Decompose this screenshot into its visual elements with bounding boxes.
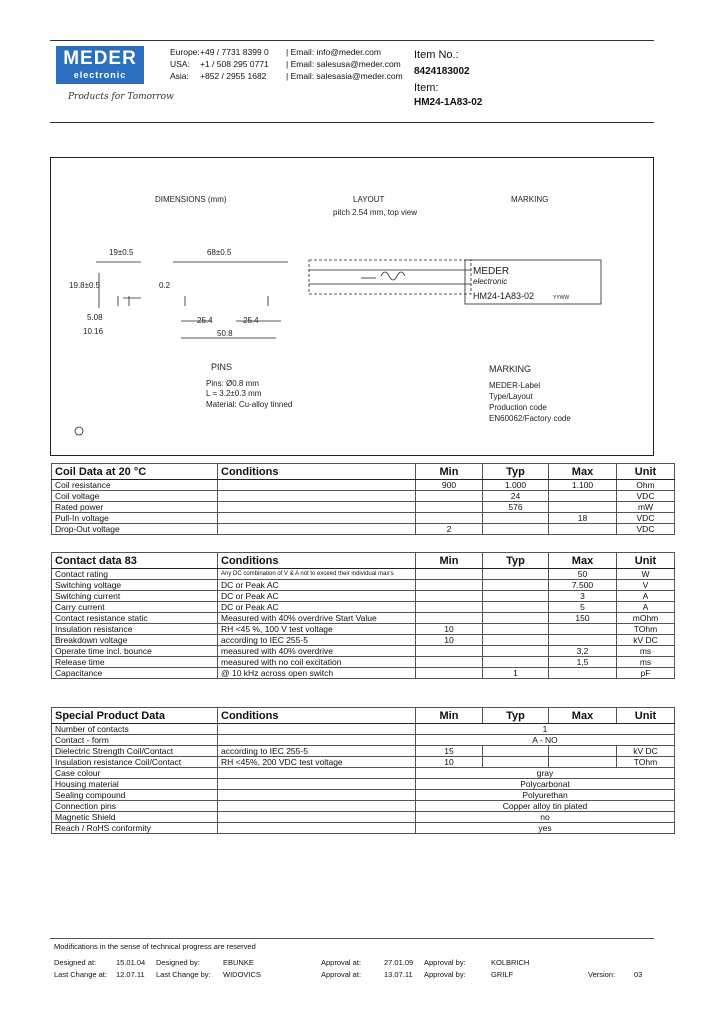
email-europe[interactable]: | Email: info@meder.com (286, 47, 381, 57)
table-cell: 1.000 (483, 480, 549, 491)
table-cell (416, 580, 483, 591)
table-cell: Carry current (52, 602, 218, 613)
table-cell: 2 (416, 524, 483, 535)
table-cell: 15 (416, 746, 483, 757)
dim-254a: 25.4 (197, 316, 213, 325)
marking-title: MARKING (511, 195, 549, 204)
last-change-by: WIDOVICS (223, 970, 261, 979)
table-cell: kV DC (617, 635, 675, 646)
table-row (52, 635, 675, 646)
logo-line1: MEDER (63, 48, 137, 69)
table-cell (416, 569, 483, 580)
table-cell: A (617, 591, 675, 602)
table-cell (549, 502, 617, 513)
dim-02: 0.2 (159, 281, 171, 290)
header-cell: Typ (483, 708, 549, 724)
table-cell (218, 480, 416, 491)
header-cell: Conditions (218, 553, 416, 569)
table-row (52, 580, 675, 591)
approval2-at: 13.07.11 (384, 970, 413, 979)
last-change-by-label: Last Change by: (156, 970, 211, 979)
table-row (52, 624, 675, 635)
header-cell: Typ (483, 464, 549, 480)
table-cell (483, 513, 549, 524)
table-row (52, 491, 675, 502)
approval2-by-label: Approval by: (424, 970, 466, 979)
table-cell (483, 591, 549, 602)
table-cell (549, 746, 617, 757)
table-cell: 1.100 (549, 480, 617, 491)
approval-by: KOLBRICH (491, 958, 530, 967)
marking-line-2: Type/Layout (489, 392, 533, 401)
dim-19: 19±0.5 (109, 248, 134, 257)
table-cell: Coil resistance (52, 480, 218, 491)
table-cell (218, 823, 416, 834)
table-cell (416, 602, 483, 613)
technical-drawing (50, 157, 654, 456)
special-product-table (51, 707, 675, 834)
table-cell: Measured with 40% overdrive Start Value (218, 613, 416, 624)
region-asia: Asia: (170, 71, 189, 81)
table-cell (416, 502, 483, 513)
label-small: YYWW (553, 295, 570, 301)
table-row (52, 790, 675, 801)
table-cell: Switching current (52, 591, 218, 602)
table-cell: Release time (52, 657, 218, 668)
table-cell: mW (617, 502, 675, 513)
layout-title: LAYOUT (353, 195, 385, 204)
header-cell: Contact data 83 (52, 553, 218, 569)
table-cell (483, 646, 549, 657)
dim-198: 19.8±0.5 (69, 281, 101, 290)
label-meder: MEDER (473, 266, 510, 277)
table-cell: according to IEC 255-5 (218, 746, 416, 757)
table-cell: 3 (549, 591, 617, 602)
table-cell (416, 491, 483, 502)
table-cell: Magnetic Shield (52, 812, 218, 823)
header-cell: Conditions (218, 708, 416, 724)
table-cell: according to IEC 255-5 (218, 635, 416, 646)
table-cell (218, 790, 416, 801)
header-cell: Max (549, 464, 617, 480)
pins-title: PINS (211, 362, 233, 372)
table-row (52, 768, 675, 779)
table-cell: RH <45%, 200 VDC test voltage (218, 757, 416, 768)
item-no-label: Item No.: (414, 49, 459, 61)
header-cell: Typ (483, 553, 549, 569)
table-cell (218, 724, 416, 735)
table-cell: 150 (549, 613, 617, 624)
email-usa[interactable]: | Email: salesusa@meder.com (286, 59, 401, 69)
table-cell: VDC (617, 491, 675, 502)
table-cell: 900 (416, 480, 483, 491)
label-electronic: electronic (473, 277, 508, 286)
table-cell (218, 801, 416, 812)
header-bottom-rule (50, 122, 654, 123)
table-cell (549, 757, 617, 768)
designed-at: 15.01.04 (116, 958, 146, 967)
pins-line-1: Pins: Ø0.8 mm (206, 379, 259, 388)
table-cell: ms (617, 646, 675, 657)
table-cell (416, 657, 483, 668)
table-cell: 10 (416, 624, 483, 635)
table-cell: measured with no coil excitation (218, 657, 416, 668)
table-cell: Any DC combination of V & A not to exceed their individual max's (218, 569, 416, 580)
table-cell (549, 668, 617, 679)
table-cell: Sealing compound (52, 790, 218, 801)
header-cell: Min (416, 464, 483, 480)
designed-by: EBUNKE (223, 958, 254, 967)
version: 03 (634, 970, 643, 979)
table-cell: VDC (617, 524, 675, 535)
table-cell: Ohm (617, 480, 675, 491)
dim-1016: 10.16 (83, 327, 104, 336)
table-cell (549, 635, 617, 646)
table-cell (549, 624, 617, 635)
table-row (52, 812, 675, 823)
table-cell (218, 502, 416, 513)
table-row (52, 823, 675, 834)
table-cell (483, 757, 549, 768)
pins-line-2: L = 3.2±0.3 mm (206, 389, 262, 398)
approval-by-label: Approval by: (424, 958, 466, 967)
table-row (52, 502, 675, 513)
item-no-value: 8424183002 (414, 66, 470, 77)
table-cell: 10 (416, 635, 483, 646)
table-cell: Breakdown voltage (52, 635, 218, 646)
table-cell: mOhm (617, 613, 675, 624)
table-row (52, 591, 675, 602)
table-cell: TOhm (617, 624, 675, 635)
table-row (52, 613, 675, 624)
table-cell: Copper alloy tin plated (416, 801, 675, 812)
table-cell (218, 735, 416, 746)
label-item: HM24-1A83-02 (473, 291, 535, 301)
marking-line-3: Production code (489, 403, 547, 412)
table-cell (483, 746, 549, 757)
table-cell: RH <45 %, 100 V test voltage (218, 624, 416, 635)
phone-usa: +1 / 508 295 0771 (200, 59, 269, 69)
contact-emails (286, 46, 403, 82)
table-cell: Dielectric Strength Coil/Contact (52, 746, 218, 757)
last-change-at-label: Last Change at: (54, 970, 107, 979)
header-cell: Special Product Data (52, 708, 218, 724)
region-usa: USA: (170, 59, 190, 69)
table-cell: measured with 40% overdrive (218, 646, 416, 657)
table-cell: Contact rating (52, 569, 218, 580)
footer-rule (50, 938, 654, 939)
table-cell: 7.500 (549, 580, 617, 591)
table-cell: A - NO (416, 735, 675, 746)
table-cell (549, 491, 617, 502)
table-row (52, 602, 675, 613)
table-cell: Pull-In voltage (52, 513, 218, 524)
dim-508: 5.08 (87, 313, 103, 322)
table-cell: Coil voltage (52, 491, 218, 502)
phone-asia: +852 / 2955 1682 (200, 71, 267, 81)
table-row (52, 801, 675, 812)
header-cell: Max (549, 553, 617, 569)
last-change-at: 12.07.11 (116, 970, 145, 979)
table-cell (483, 635, 549, 646)
dim-50: 50.8 (217, 329, 233, 338)
table-cell (483, 657, 549, 668)
table-cell: Switching voltage (52, 580, 218, 591)
table-cell: Operate time incl. bounce (52, 646, 218, 657)
table-cell: V (617, 580, 675, 591)
header-top-rule (50, 40, 654, 41)
dim-68: 68±0.5 (207, 248, 232, 257)
table-cell: Case colour (52, 768, 218, 779)
table-cell: Insulation resistance Coil/Contact (52, 757, 218, 768)
table-cell (483, 613, 549, 624)
table-cell: Capacitance (52, 668, 218, 679)
table-row (52, 480, 675, 491)
table-cell (483, 580, 549, 591)
table-cell: 1,5 (549, 657, 617, 668)
coil-data-table (51, 463, 675, 535)
table-cell (416, 668, 483, 679)
table-cell (218, 779, 416, 790)
table-cell: ms (617, 657, 675, 668)
marking-line-1: MEDER-Label (489, 381, 541, 390)
header-cell: Max (549, 708, 617, 724)
approval2-at-label: Approval at: (321, 970, 362, 979)
table-cell: @ 10 kHz across open switch (218, 668, 416, 679)
header-cell: Conditions (218, 464, 416, 480)
table-row (52, 757, 675, 768)
dim-254b: 25.4 (243, 316, 259, 325)
table-cell: Polyurethan (416, 790, 675, 801)
table-row (52, 657, 675, 668)
table-cell (416, 646, 483, 657)
table-cell: DC or Peak AC (218, 602, 416, 613)
marking2-title: MARKING (489, 364, 532, 374)
table-cell: TOhm (617, 757, 675, 768)
table-cell (218, 768, 416, 779)
table-row (52, 524, 675, 535)
contact-data-table (51, 552, 675, 679)
table-header-row (52, 464, 675, 480)
item-value: HM24-1A83-02 (414, 97, 483, 108)
table-cell: 576 (483, 502, 549, 513)
header-cell: Unit (617, 553, 675, 569)
table-row (52, 646, 675, 657)
table-header-row (52, 708, 675, 724)
table-row (52, 724, 675, 735)
region-europe: Europe: (170, 47, 200, 57)
table-cell (483, 624, 549, 635)
approval-at: 27.01.09 (384, 958, 414, 967)
table-cell: Contact - form (52, 735, 218, 746)
header-cell: Coil Data at 20 °C (52, 464, 218, 480)
table-row (52, 735, 675, 746)
layout-sub: pitch 2.54 mm, top view (333, 208, 418, 217)
table-cell: W (617, 569, 675, 580)
table-cell: Connection pins (52, 801, 218, 812)
header-cell: Unit (617, 464, 675, 480)
table-cell: Reach / RoHS conformity (52, 823, 218, 834)
table-cell (218, 524, 416, 535)
pins-line-3: Material: Cu-alloy tinned (206, 400, 293, 409)
logo-line2: electronic (73, 70, 127, 80)
table-cell: 5 (549, 602, 617, 613)
table-cell: A (617, 602, 675, 613)
table-cell (218, 513, 416, 524)
table-cell: Number of contacts (52, 724, 218, 735)
table-cell: 1 (416, 724, 675, 735)
table-header-row (52, 553, 675, 569)
ground-symbol (75, 427, 83, 435)
contact-phones (200, 46, 269, 82)
table-cell (549, 524, 617, 535)
table-cell: kV DC (617, 746, 675, 757)
table-cell: Polycarbonat (416, 779, 675, 790)
table-cell (483, 524, 549, 535)
coil-symbol (381, 272, 405, 280)
table-cell: 10 (416, 757, 483, 768)
header-cell: Min (416, 708, 483, 724)
dimensions-title: DIMENSIONS (mm) (155, 195, 227, 204)
table-cell: 1 (483, 668, 549, 679)
table-row (52, 779, 675, 790)
table-cell: DC or Peak AC (218, 591, 416, 602)
table-cell (218, 812, 416, 823)
table-cell (483, 602, 549, 613)
table-cell (483, 569, 549, 580)
table-cell: no (416, 812, 675, 823)
drawing-svg (51, 158, 653, 455)
table-cell: yes (416, 823, 675, 834)
phone-europe: +49 / 7731 8399 0 (200, 47, 269, 57)
table-cell (416, 513, 483, 524)
table-cell: 18 (549, 513, 617, 524)
email-asia[interactable]: | Email: salesasia@meder.com (286, 71, 403, 81)
approval-at-label: Approval at: (321, 958, 362, 967)
table-cell: VDC (617, 513, 675, 524)
table-row (52, 668, 675, 679)
table-cell: Rated power (52, 502, 218, 513)
table-cell: Contact resistance static (52, 613, 218, 624)
marking-line-4: EN60062/Factory code (489, 414, 571, 423)
item-label: Item: (414, 82, 439, 94)
meder-logo (56, 46, 144, 84)
header-cell: Unit (617, 708, 675, 724)
table-cell (416, 613, 483, 624)
table-cell (218, 491, 416, 502)
table-cell: Housing material (52, 779, 218, 790)
designed-by-label: Designed by: (156, 958, 200, 967)
contact-regions (170, 46, 200, 82)
table-cell: 50 (549, 569, 617, 580)
table-cell: Drop-Out voltage (52, 524, 218, 535)
approval2-by: GRILF (491, 970, 514, 979)
header-cell: Min (416, 553, 483, 569)
modification-note: Modifications in the sense of technical progress are reserved (54, 942, 256, 951)
table-row (52, 513, 675, 524)
table-row (52, 569, 675, 580)
table-cell: DC or Peak AC (218, 580, 416, 591)
designed-at-label: Designed at: (54, 958, 97, 967)
table-cell: 3,2 (549, 646, 617, 657)
table-cell: gray (416, 768, 675, 779)
layout-outline (309, 260, 471, 294)
table-cell: pF (617, 668, 675, 679)
version-label: Version: (588, 970, 616, 979)
table-row (52, 746, 675, 757)
table-cell: Insulation resistance (52, 624, 218, 635)
slogan: Products for Tomorrow (68, 92, 174, 102)
table-cell (416, 591, 483, 602)
table-cell: 24 (483, 491, 549, 502)
